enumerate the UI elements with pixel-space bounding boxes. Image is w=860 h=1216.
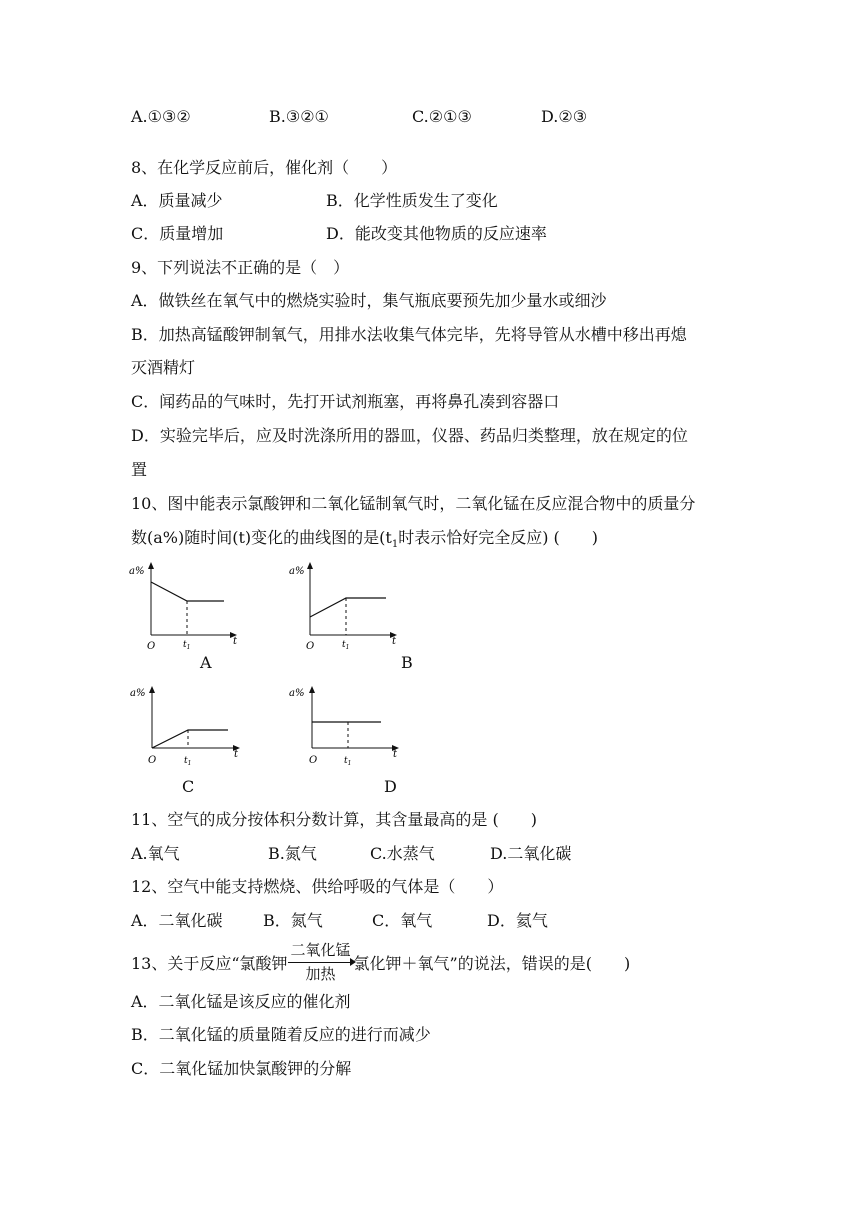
q13-option-b: B．二氧化锰的质量随着反应的进行而减少 [131, 1025, 431, 1044]
q12-option-d: D．氦气 [487, 911, 548, 930]
graph-c [126, 684, 246, 769]
t1-subscript: 1 [186, 644, 191, 651]
graph-a-xlabel: t [233, 636, 238, 647]
t1-subscript: 1 [187, 760, 192, 767]
q10-stem-sub: 1 [391, 539, 399, 551]
q11-stem: 11、空气的成分按体积分数计算，其含量最高的是 ( ) [131, 810, 537, 829]
graph-a [125, 560, 240, 652]
graph-c-ylabel: a% [130, 688, 146, 699]
graph-d-ylabel: a% [289, 688, 305, 699]
graph-c-t1: $t_1$ [184, 756, 192, 767]
graph-b-label: B [401, 653, 413, 672]
q9-stem: 9、下列说法不正确的是（ ） [131, 258, 350, 277]
q11-option-b: B.氮气 [268, 844, 317, 863]
graph-d [287, 684, 407, 769]
q9-option-a: A．做铁丝在氧气中的燃烧实验时，集气瓶底要预先加少量水或细沙 [131, 291, 607, 310]
q12-option-c: C．氧气 [372, 911, 433, 930]
q10-stem-line1: 10、图中能表示氯酸钾和二氧化锰制氧气时，二氧化锰在反应混合物中的质量分 [131, 494, 696, 513]
q13-stem [131, 941, 631, 983]
q13-option-c: C．二氧化锰加快氯酸钾的分解 [131, 1059, 352, 1078]
graph-a-origin: O [147, 641, 156, 652]
q8-option-c: C．质量增加 [131, 224, 224, 243]
q8-option-d: D．能改变其他物质的反应速率 [326, 224, 547, 243]
reaction-condition: 加热 [305, 965, 336, 983]
q7-option-a: A.①③② [131, 107, 191, 126]
q10-stem-line2-b: 时表示恰好完全反应) ( ) [398, 528, 599, 547]
q9-option-b-line1: B．加热高锰酸钾制氧气，用排水法收集气体完毕，先将导管从水槽中移出再熄 [131, 325, 687, 344]
graph-b-xlabel: t [392, 636, 397, 647]
graph-c-xlabel: t [234, 749, 239, 760]
graph-c-label: C [182, 777, 195, 796]
q7-option-d: D.②③ [541, 107, 588, 126]
q12-stem: 12、空气中能支持燃烧、供给呼吸的气体是（ ） [131, 877, 504, 896]
q7-option-c: C.②①③ [412, 107, 472, 126]
graph-b-t1: $t_1$ [342, 640, 350, 651]
graph-d-origin: O [309, 755, 318, 766]
graph-a-t1: $t_1$ [183, 640, 191, 651]
t1-subscript: 1 [345, 644, 350, 651]
q8-option-a: A．质量减少 [131, 191, 223, 210]
q7-option-b: B.③②① [269, 107, 329, 126]
q9-option-d-line2: 置 [131, 460, 148, 479]
q13-stem-b: 氯化钾＋氧气”的说法，错误的是( ) [353, 954, 631, 973]
t1-subscript: 1 [347, 760, 352, 767]
q10-stem-line2 [131, 528, 598, 555]
graph-a-label: A [200, 653, 212, 672]
graph-d-label: D [384, 777, 397, 796]
q12-option-b: B．氮气 [263, 911, 323, 930]
graph-d-xlabel: t [393, 749, 398, 760]
q9-option-c: C．闻药品的气味时，先打开试剂瓶塞，再将鼻孔凑到容器口 [131, 392, 560, 411]
graph-b [283, 560, 403, 652]
q8-stem: 8、在化学反应前后，催化剂（ ） [131, 158, 398, 177]
reaction-arrow [288, 941, 354, 983]
graph-c-origin: O [148, 755, 157, 766]
q11-option-c: C.水蒸气 [370, 844, 435, 863]
q13-stem-a: 13、关于反应“氯酸钾 [131, 954, 288, 973]
q10-stem-line2-a: 数(a%)随时间(t)变化的曲线图的是(t [131, 528, 392, 547]
q9-option-d-line1: D．实验完毕后，应及时洗涤所用的器皿，仪器、药品归类整理，放在规定的位 [131, 426, 688, 445]
q9-option-b-line2: 灭酒精灯 [131, 358, 196, 377]
graph-d-t1: $t_1$ [344, 756, 352, 767]
q11-option-a: A.氧气 [131, 844, 180, 863]
graph-b-origin: O [306, 641, 315, 652]
reaction-catalyst: 二氧化锰 [290, 941, 351, 959]
q13-option-a: A．二氧化锰是该反应的催化剂 [131, 992, 351, 1011]
q11-option-d: D.二氧化碳 [490, 844, 572, 863]
graph-b-ylabel: a% [289, 566, 305, 577]
q12-option-a: A．二氧化碳 [131, 911, 223, 930]
q8-option-b: B．化学性质发生了变化 [326, 191, 498, 210]
graph-a-ylabel: a% [129, 566, 145, 577]
